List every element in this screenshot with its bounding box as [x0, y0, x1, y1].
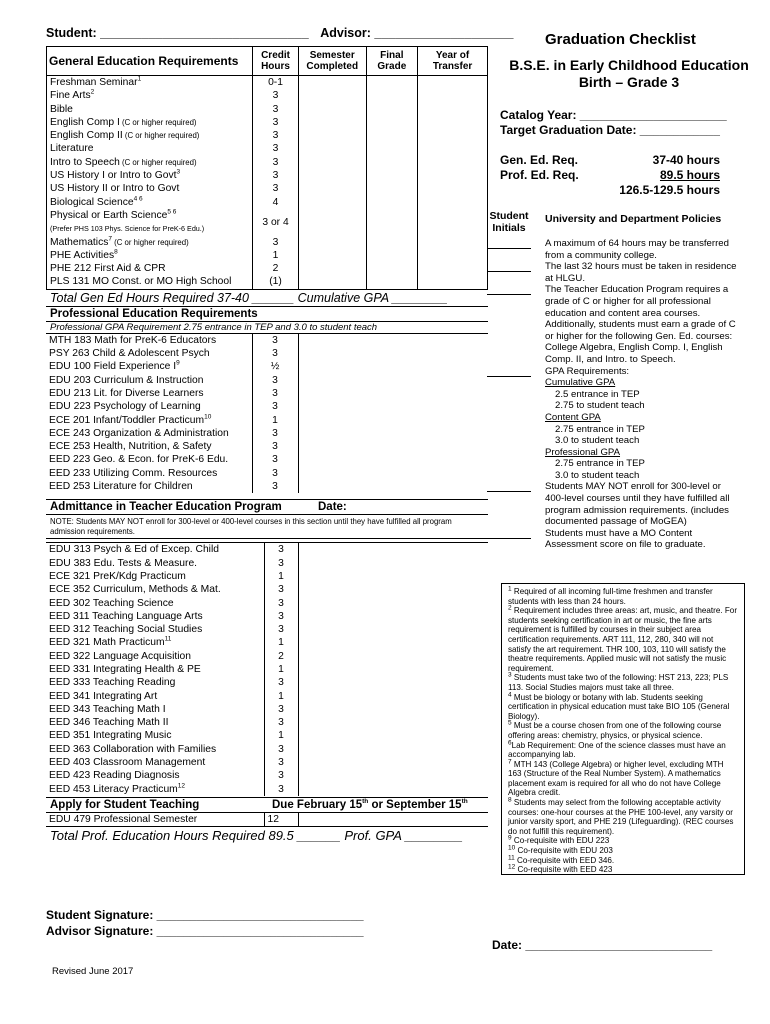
course-name: ECE 352 Curriculum, Methods & Mat. — [49, 584, 221, 596]
completion-cell[interactable] — [298, 570, 488, 583]
credit-hours: 3 — [252, 374, 298, 387]
course-name: EED 333 Teaching Reading — [49, 677, 176, 689]
table-row[interactable] — [46, 729, 488, 742]
course-name: Mathematics$^7$ (C or higher required) — [50, 235, 189, 248]
advisor-label[interactable]: Advisor: ____________________ — [320, 26, 514, 40]
semester-completed-cell[interactable] — [298, 249, 366, 262]
course-name: EED 312 Teaching Social Studies — [49, 624, 203, 636]
credit-hours: 3 — [252, 387, 298, 400]
course-name: Fine Arts$^2$ — [50, 88, 95, 102]
course-name: EDU 313 Psych & Ed of Excep. Child — [49, 544, 219, 556]
credit-hours: 1 — [264, 570, 298, 583]
table-row[interactable] — [46, 543, 488, 557]
policy-item: The last 32 hours must be taken in residence at HLGU. — [487, 261, 737, 284]
table-row[interactable] — [47, 275, 487, 288]
year-of-transfer-cell[interactable] — [418, 116, 487, 129]
table-row[interactable] — [46, 663, 488, 676]
table-row[interactable] — [47, 142, 487, 155]
hours-summary — [500, 153, 720, 198]
table-row[interactable] — [46, 387, 488, 400]
catalog-block — [500, 108, 727, 138]
footnote: $^1$ Required of all incoming full-time freshmen and transfer students with less than 24 hours. — [508, 585, 713, 606]
completion-cell[interactable] — [298, 583, 488, 596]
final-grade-cell[interactable] — [366, 196, 418, 209]
table-row[interactable] — [46, 570, 488, 583]
completion-cell[interactable] — [298, 360, 488, 373]
credit-hours: 3 or 4 — [253, 209, 299, 236]
final-grade-cell[interactable] — [366, 275, 418, 288]
completion-cell[interactable] — [298, 716, 488, 729]
table-row[interactable] — [47, 196, 487, 209]
completion-cell[interactable] — [298, 610, 488, 623]
initials-blank[interactable] — [487, 481, 531, 492]
table-row[interactable] — [46, 347, 488, 360]
year-of-transfer-cell[interactable] — [418, 182, 487, 195]
gen-ed-table — [47, 47, 487, 289]
final-grade-cell[interactable] — [366, 262, 418, 275]
footnote: $^{10}$ Co-requisite with EDU 203 — [508, 844, 613, 856]
gen-ed-label: Gen. Ed. Req. — [500, 153, 579, 167]
credit-hours: 3 — [264, 703, 298, 716]
semester-completed-cell[interactable] — [298, 103, 366, 116]
semester-completed-cell[interactable] — [298, 89, 366, 102]
policies-heading-row — [487, 210, 737, 234]
year-of-transfer-cell[interactable] — [418, 196, 487, 209]
apply-title: Apply for Student Teaching — [50, 798, 200, 811]
professional-gpa-label: Professional GPA — [545, 446, 621, 458]
year-of-transfer-cell[interactable] — [418, 89, 487, 102]
footnote: $^5$ Must be a course chosen from one of the following course offering areas: chemistry, physics, or physical science. — [508, 719, 722, 740]
credit-hours: 3 — [253, 236, 299, 249]
credit-hours: 3 — [253, 142, 299, 155]
initials-blank[interactable] — [487, 261, 531, 272]
course-name: Physical or Earth Science$^{5 6}$ (Prefer PHS 103 Phys. Science for PreK-6 Edu.) — [50, 208, 205, 234]
admittance-title: Admittance in Teacher Education Program — [50, 501, 282, 514]
credit-hours: 3 — [264, 783, 298, 796]
footnote: $^9$ Co-requisite with EDU 223 — [508, 834, 610, 846]
table-row[interactable] — [47, 156, 487, 169]
table-row[interactable] — [46, 623, 488, 636]
credit-hours: 4 — [253, 196, 299, 209]
completion-cell[interactable] — [298, 374, 488, 387]
table-row[interactable] — [47, 116, 487, 129]
course-name: PHE 212 First Aid & CPR — [50, 263, 166, 275]
credit-hours: 3 — [264, 583, 298, 596]
course-name: EED 322 Language Acquisition — [49, 650, 191, 662]
prof-total-line[interactable]: Total Prof. Education Hours Required 89.5 ______ Prof. GPA ________ — [50, 828, 463, 844]
table-row[interactable] — [47, 103, 487, 116]
completion-cell[interactable] — [298, 663, 488, 676]
admittance-date-label[interactable]: Date: — [318, 501, 347, 514]
initials-blank[interactable] — [487, 528, 531, 539]
revised-date: Revised June 2017 — [52, 966, 134, 977]
footnote: $^3$ Students must take two of the following: HST 213, 223; PLS 113. Social Studies majors must take all three. — [508, 671, 729, 692]
footnote: $^8$ Students may select from the following acceptable activity courses: one-hour courses at the PHE 100-level, any varsity or junior varsity sport, and PHE 219 (Lifeguarding). (REC courses do not fulfill this requirement). — [508, 796, 734, 836]
semester-completed-cell[interactable] — [298, 142, 366, 155]
completion-cell[interactable] — [298, 729, 488, 742]
credit-hours: ½ — [252, 360, 298, 373]
final-grade-cell[interactable] — [366, 156, 418, 169]
policies-title: University and Department Policies — [545, 213, 722, 225]
year-of-transfer-cell[interactable] — [418, 236, 487, 249]
table-row[interactable] — [46, 414, 488, 427]
completion-cell[interactable] — [298, 400, 488, 413]
completion-cell[interactable] — [298, 557, 488, 570]
course-name: Biological Science$^{4 6}$ — [50, 195, 143, 208]
table-row[interactable] — [47, 76, 487, 90]
credit-hours: 3 — [264, 716, 298, 729]
credit-hours: 1 — [264, 729, 298, 742]
final-grade-cell[interactable] — [366, 142, 418, 155]
completion-cell[interactable] — [298, 813, 488, 827]
semester-completed-heading: Semester Completed — [298, 47, 366, 76]
credit-hours: 3 — [264, 769, 298, 782]
table-row[interactable] — [46, 440, 488, 453]
year-of-transfer-cell[interactable] — [418, 262, 487, 275]
cumulative-gpa-label: Cumulative GPA — [545, 377, 616, 389]
course-name: EED 343 Teaching Math I — [49, 703, 166, 715]
completion-cell[interactable] — [298, 427, 488, 440]
final-grade-cell[interactable] — [366, 116, 418, 129]
semester-completed-cell[interactable] — [298, 116, 366, 129]
course-name: EED 253 Literature for Children — [49, 481, 193, 493]
credit-hours: 3 — [264, 557, 298, 570]
course-name: EED 351 Integrating Music — [49, 730, 172, 742]
prof-ed-heading: Professional Education Requirements — [46, 306, 488, 322]
completion-cell[interactable] — [298, 703, 488, 716]
table-row[interactable] — [46, 374, 488, 387]
credit-hours: 0-1 — [253, 76, 299, 90]
credit-hours: 2 — [253, 262, 299, 275]
final-grade-cell[interactable] — [366, 76, 418, 90]
table-row[interactable] — [47, 236, 487, 249]
credit-hours: 3 — [253, 156, 299, 169]
gen-ed-box — [46, 46, 488, 290]
footnote: $^6$Lab Requirement: One of the science classes must have an accompanying lab. — [508, 738, 726, 760]
target-grad-field[interactable]: Target Graduation Date: ____________ — [500, 123, 720, 137]
course-name: Bible — [50, 103, 73, 115]
policy-item: The Teacher Education Program requires a grade of C or higher for all professional education and content area courses. Additionally, students must earn a grade of C or higher for the following Gen. Ed. courses: College Algebra, English Comp. I, English Comp. II, and Intro. to Speech. — [487, 284, 737, 365]
table-row[interactable] — [46, 480, 488, 493]
final-grade-cell[interactable] — [366, 129, 418, 142]
course-name: PHE Activities$^8$ — [50, 248, 118, 261]
credit-hours: 3 — [253, 116, 299, 129]
table-row[interactable] — [46, 597, 488, 610]
completion-cell[interactable] — [298, 676, 488, 689]
credit-hours: 1 — [253, 249, 299, 262]
table-row[interactable] — [46, 583, 488, 596]
final-grade-cell[interactable] — [366, 103, 418, 116]
prof-ed-value: 89.5 hours — [659, 168, 720, 182]
semester-completed-cell[interactable] — [298, 182, 366, 195]
year-of-transfer-cell[interactable] — [418, 209, 487, 236]
course-name: English Comp I (C or higher required) — [50, 116, 197, 128]
course-name: EED 233 Utilizing Comm. Resources — [49, 467, 218, 479]
course-name: Intro to Speech (C or higher required) — [50, 156, 197, 168]
table-row[interactable] — [47, 209, 487, 236]
table-row[interactable] — [46, 557, 488, 570]
apply-table — [46, 813, 488, 827]
credit-hours: 3 — [264, 597, 298, 610]
course-name: EDU 479 Professional Semester — [49, 813, 198, 825]
course-name: PSY 263 Child & Adolescent Psych — [49, 348, 210, 360]
apply-due: Due February 15th or September 15th — [272, 798, 468, 811]
credit-hours: 3 — [264, 610, 298, 623]
course-name: EED 341 Integrating Art — [49, 690, 158, 702]
policies-section — [487, 210, 737, 551]
year-of-transfer-cell[interactable] — [418, 156, 487, 169]
prof-gpa-note: Professional GPA Requirement 2.75 entrance in TEP and 3.0 to student teach — [50, 321, 378, 333]
course-name: EDU 203 Curriculum & Instruction — [49, 374, 204, 386]
credit-hours: 3 — [252, 440, 298, 453]
table-row[interactable] — [47, 169, 487, 182]
table-row[interactable] — [46, 427, 488, 440]
table-row[interactable] — [46, 360, 488, 373]
course-name: EED 423 Reading Diagnosis — [49, 770, 180, 782]
footnotes-box — [501, 583, 745, 875]
student-advisor-line — [46, 26, 513, 40]
footnote: $^2$ Requirement includes three areas: art, music, and theatre. For students seeking certification in art or music, the fine arts requirement is fulfilled by courses in their subject area certification requirements. ART 111, 112, 280, 340 will not satisfy the art requirement. THR 100, 103, 110 will satisfy the theatre requirements. Applied music will not satisfy the music requirement. — [508, 604, 738, 673]
completion-cell[interactable] — [298, 597, 488, 610]
credit-hours: 2 — [264, 650, 298, 663]
credit-hours: 3 — [264, 543, 298, 557]
student-signature-line[interactable]: Student Signature: _______________________________ — [46, 908, 364, 922]
final-grade-cell[interactable] — [366, 249, 418, 262]
completion-cell[interactable] — [298, 480, 488, 493]
completion-cell[interactable] — [298, 690, 488, 703]
course-name: PLS 131 MO Const. or MO High School — [50, 276, 232, 288]
requirements-column — [46, 46, 488, 844]
semester-completed-cell[interactable] — [298, 209, 366, 236]
credit-hours: 3 — [253, 129, 299, 142]
year-of-transfer-cell[interactable] — [418, 249, 487, 262]
table-row[interactable] — [46, 400, 488, 413]
credit-hours: 1 — [264, 636, 298, 649]
credit-hours: 3 — [252, 453, 298, 466]
admittance-note: NOTE: Students MAY NOT enroll for 300-level or 400-level courses in this section until they have fulfilled all program admission requirements. — [46, 515, 488, 539]
final-grade-cell[interactable] — [366, 209, 418, 236]
semester-completed-cell[interactable] — [298, 262, 366, 275]
semester-completed-cell[interactable] — [298, 169, 366, 182]
footnote: $^{11}$ Co-requisite with EED 346. — [508, 853, 615, 865]
credit-hours: 3 — [253, 89, 299, 102]
credit-hours: 3 — [253, 103, 299, 116]
apply-bar — [46, 797, 488, 813]
table-row[interactable] — [46, 703, 488, 716]
gen-ed-total-line[interactable]: Total Gen Ed Hours Required 37-40 ______ Cumulative GPA ________ — [50, 290, 448, 305]
course-name: EED 302 Teaching Science — [49, 597, 174, 609]
completion-cell[interactable] — [298, 333, 488, 347]
table-row[interactable] — [46, 467, 488, 480]
semester-completed-cell[interactable] — [298, 156, 366, 169]
credit-hours: 3 — [252, 333, 298, 347]
year-of-transfer-cell[interactable] — [418, 76, 487, 90]
course-name: EED 331 Integrating Health & PE — [49, 663, 201, 675]
table-row[interactable] — [46, 676, 488, 689]
completion-cell[interactable] — [298, 756, 488, 769]
completion-cell[interactable] — [298, 347, 488, 360]
course-name: ECE 253 Health, Nutrition, & Safety — [49, 441, 212, 453]
initials-blank[interactable] — [487, 366, 531, 377]
course-name: US History II or Intro to Govt — [50, 183, 180, 195]
prof-ed-label: Prof. Ed. Req. — [500, 168, 579, 182]
policy-item: A maximum of 64 hours may be transferred from a community college. — [487, 238, 737, 261]
gen-ed-value: 37-40 hours — [652, 153, 720, 167]
completion-cell[interactable] — [298, 453, 488, 466]
completion-cell[interactable] — [298, 414, 488, 427]
year-of-transfer-cell[interactable] — [418, 142, 487, 155]
course-name: EED 363 Collaboration with Families — [49, 743, 217, 755]
course-name: EED 346 Teaching Math II — [49, 717, 169, 729]
table-row[interactable] — [47, 182, 487, 195]
table-row[interactable] — [47, 262, 487, 275]
table-row[interactable] — [47, 129, 487, 142]
credit-hours-heading: Credit Hours — [253, 47, 299, 76]
course-name: US History I or Intro to Govt$^3$ — [50, 168, 181, 182]
footnote: $^7$ MTH 143 (College Algebra) or higher level, excluding MTH 163 (Structure of the Real Number System). A mathematics placement exam is required for all who do not have College Algebra credit. — [508, 758, 724, 798]
course-name: English Comp II (C or higher required) — [50, 130, 200, 142]
credit-hours: 1 — [264, 663, 298, 676]
table-row[interactable] — [46, 333, 488, 347]
gen-ed-heading: General Education Requirements — [47, 47, 253, 76]
upper-courses-table — [46, 542, 488, 796]
credit-hours: 3 — [264, 623, 298, 636]
year-of-transfer-cell[interactable] — [418, 275, 487, 288]
completion-cell[interactable] — [298, 769, 488, 782]
year-of-transfer-cell[interactable] — [418, 129, 487, 142]
course-name: EED 321 Math Practicum$^{11}$ — [49, 635, 172, 649]
advisor-signature-line[interactable]: Advisor Signature: _______________________________ — [46, 924, 364, 938]
course-name: MTH 183 Math for PreK-6 Educators — [49, 334, 217, 346]
total-hours-value: 126.5-129.5 hours — [619, 183, 720, 197]
policy-item: Students must have a MO Content Assessment score on file to graduate. — [487, 528, 737, 551]
table-row[interactable] — [46, 783, 488, 796]
course-name: Literature — [50, 143, 94, 155]
policy-item: GPA Requirements: Cumulative GPA 2.5 entrance in TEP 2.75 to student teach Content GPA 2.75 entrance in TEP 3.0 to student teach Professional GPA 2.75 entrance in TEP 3.0 to student teach — [487, 366, 737, 482]
credit-hours: 1 — [252, 414, 298, 427]
year-of-transfer-cell[interactable] — [418, 169, 487, 182]
course-name: ECE 321 PreK/Kdg Practicum — [49, 570, 186, 582]
course-name: ECE 243 Organization & Administration — [49, 427, 229, 439]
credit-hours: 3 — [252, 347, 298, 360]
table-row[interactable] — [46, 769, 488, 782]
student-label[interactable]: Student: ______________________________ — [46, 26, 309, 40]
credit-hours: 3 — [253, 169, 299, 182]
semester-completed-cell[interactable] — [298, 196, 366, 209]
credit-hours: 1 — [264, 690, 298, 703]
year-of-transfer-cell[interactable] — [418, 103, 487, 116]
table-row[interactable] — [47, 249, 487, 262]
course-name: EED 223 Geo. & Econ. for PreK-6 Edu. — [49, 454, 229, 466]
program-line-1: B.S.E. in Early Childhood Education — [509, 57, 749, 73]
final-grade-cell[interactable] — [366, 169, 418, 182]
semester-completed-cell[interactable] — [298, 275, 366, 288]
course-name: EED 311 Teaching Language Arts — [49, 610, 203, 622]
completion-cell[interactable] — [298, 650, 488, 663]
admittance-bar — [46, 499, 488, 515]
table-row[interactable] — [46, 690, 488, 703]
credit-hours: 3 — [264, 676, 298, 689]
year-of-transfer-heading: Year of Transfer — [418, 47, 487, 76]
table-row[interactable] — [46, 716, 488, 729]
completion-cell[interactable] — [298, 743, 488, 756]
completion-cell[interactable] — [298, 543, 488, 557]
catalog-year-field[interactable]: Catalog Year: ______________________ — [500, 108, 727, 122]
final-grade-cell[interactable] — [366, 236, 418, 249]
content-gpa-label: Content GPA — [545, 411, 601, 423]
course-name: EDU 223 Psychology of Learning — [49, 401, 201, 413]
credit-hours: (1) — [253, 275, 299, 288]
course-name: EED 453 Literacy Practicum$^{12}$ — [49, 782, 185, 795]
credit-hours: 3 — [252, 427, 298, 440]
table-row[interactable] — [46, 636, 488, 649]
policy-item: Students MAY NOT enroll for 300-level or 400-level courses until they have fulfilled all program admission requirements. (includes documented passage of MoGEA) — [487, 481, 737, 527]
final-grade-heading: Final Grade — [366, 47, 418, 76]
table-row[interactable] — [46, 756, 488, 769]
completion-cell[interactable] — [298, 440, 488, 453]
course-name: EDU 213 Lit. for Diverse Learners — [49, 387, 204, 399]
table-row[interactable] — [46, 813, 488, 827]
course-name: Freshman Seminar$^1$ — [50, 75, 142, 88]
completion-cell[interactable] — [298, 387, 488, 400]
final-grade-cell[interactable] — [366, 89, 418, 102]
completion-cell[interactable] — [298, 636, 488, 649]
credit-hours: 3 — [252, 467, 298, 480]
semester-completed-cell[interactable] — [298, 76, 366, 90]
credit-hours: 3 — [252, 400, 298, 413]
course-name: EDU 383 Edu. Tests & Measure. — [49, 557, 198, 569]
course-name: EED 403 Classroom Management — [49, 757, 206, 769]
table-row[interactable] — [46, 650, 488, 663]
date-line[interactable]: Date: ____________________________ — [492, 938, 713, 952]
initials-blank[interactable] — [487, 284, 531, 295]
course-name: ECE 201 Infant/Toddler Practicum$^{10}$ — [49, 413, 212, 426]
credit-hours: 3 — [253, 182, 299, 195]
credit-hours: 3 — [264, 743, 298, 756]
program-title — [494, 57, 764, 91]
initials-blank[interactable] — [487, 238, 531, 249]
completion-cell[interactable] — [298, 467, 488, 480]
table-row[interactable] — [47, 89, 487, 102]
footnote: $^4$ Must be biology or botany with lab. Students seeking certification in physical education must take BIO 105 (General Biology). — [508, 690, 730, 721]
checklist-title: Graduation Checklist — [545, 31, 696, 48]
credit-hours: 3 — [264, 756, 298, 769]
semester-completed-cell[interactable] — [298, 236, 366, 249]
table-row[interactable] — [46, 453, 488, 466]
course-name: EDU 100 Field Experience $I^9$ — [49, 359, 180, 373]
completion-cell[interactable] — [298, 623, 488, 636]
semester-completed-cell[interactable] — [298, 129, 366, 142]
completion-cell[interactable] — [298, 783, 488, 796]
table-row[interactable] — [46, 743, 488, 756]
prof-ed-table — [46, 333, 488, 494]
final-grade-cell[interactable] — [366, 182, 418, 195]
footnote: $^{12}$ Co-requisite with EED 423 — [508, 863, 613, 875]
credit-hours: 12 — [264, 813, 298, 827]
program-line-2: Birth – Grade 3 — [578, 74, 680, 90]
student-initials-heading: Student Initials — [489, 210, 529, 234]
credit-hours: 3 — [252, 480, 298, 493]
table-row[interactable] — [46, 610, 488, 623]
